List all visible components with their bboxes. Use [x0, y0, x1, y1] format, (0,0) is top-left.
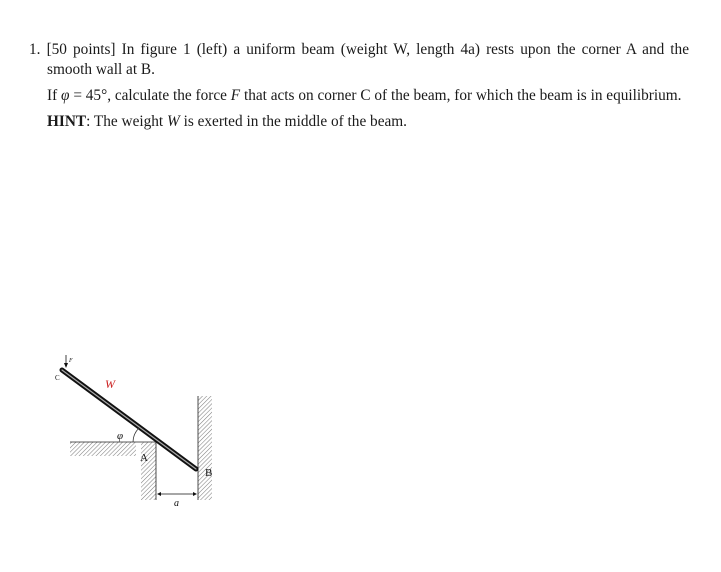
dimension-arrow-left: [157, 492, 161, 496]
problem-number: 1.: [29, 41, 41, 58]
phi-symbol: φ: [61, 87, 70, 104]
problem-description: In figure 1 (left) a uniform beam (weight W, length 4a) rests upon the corner A and the smooth wall at B.: [47, 41, 689, 78]
weight-symbol: W: [167, 113, 180, 130]
force-arrowhead: [64, 363, 68, 368]
ground-hatch: [70, 442, 136, 456]
question-angle: = 45°, calculate the force: [73, 87, 227, 104]
label-B: B: [205, 467, 213, 479]
hint-label: HINT: [47, 113, 87, 130]
label-F: F: [69, 358, 73, 364]
question-if: If: [47, 87, 58, 104]
label-W: W: [105, 377, 115, 391]
wall-hatch: [198, 396, 212, 500]
force-symbol: F: [230, 87, 241, 104]
support-hatch: [141, 442, 156, 500]
question-rest: that acts on corner C of the beam, for which the beam is in equilibrium.: [243, 87, 682, 104]
label-a: a: [174, 498, 179, 509]
hint-post: is exerted in the middle of the beam.: [183, 113, 408, 130]
hint-pre: The weight: [93, 113, 164, 130]
label-phi: φ: [117, 430, 124, 442]
dimension-arrow-right: [193, 492, 197, 496]
problem-points: [50 points]: [46, 41, 116, 58]
hint-colon: :: [86, 113, 91, 130]
label-C: C: [55, 374, 60, 382]
label-A: A: [140, 452, 148, 464]
angle-arc: [133, 428, 139, 442]
